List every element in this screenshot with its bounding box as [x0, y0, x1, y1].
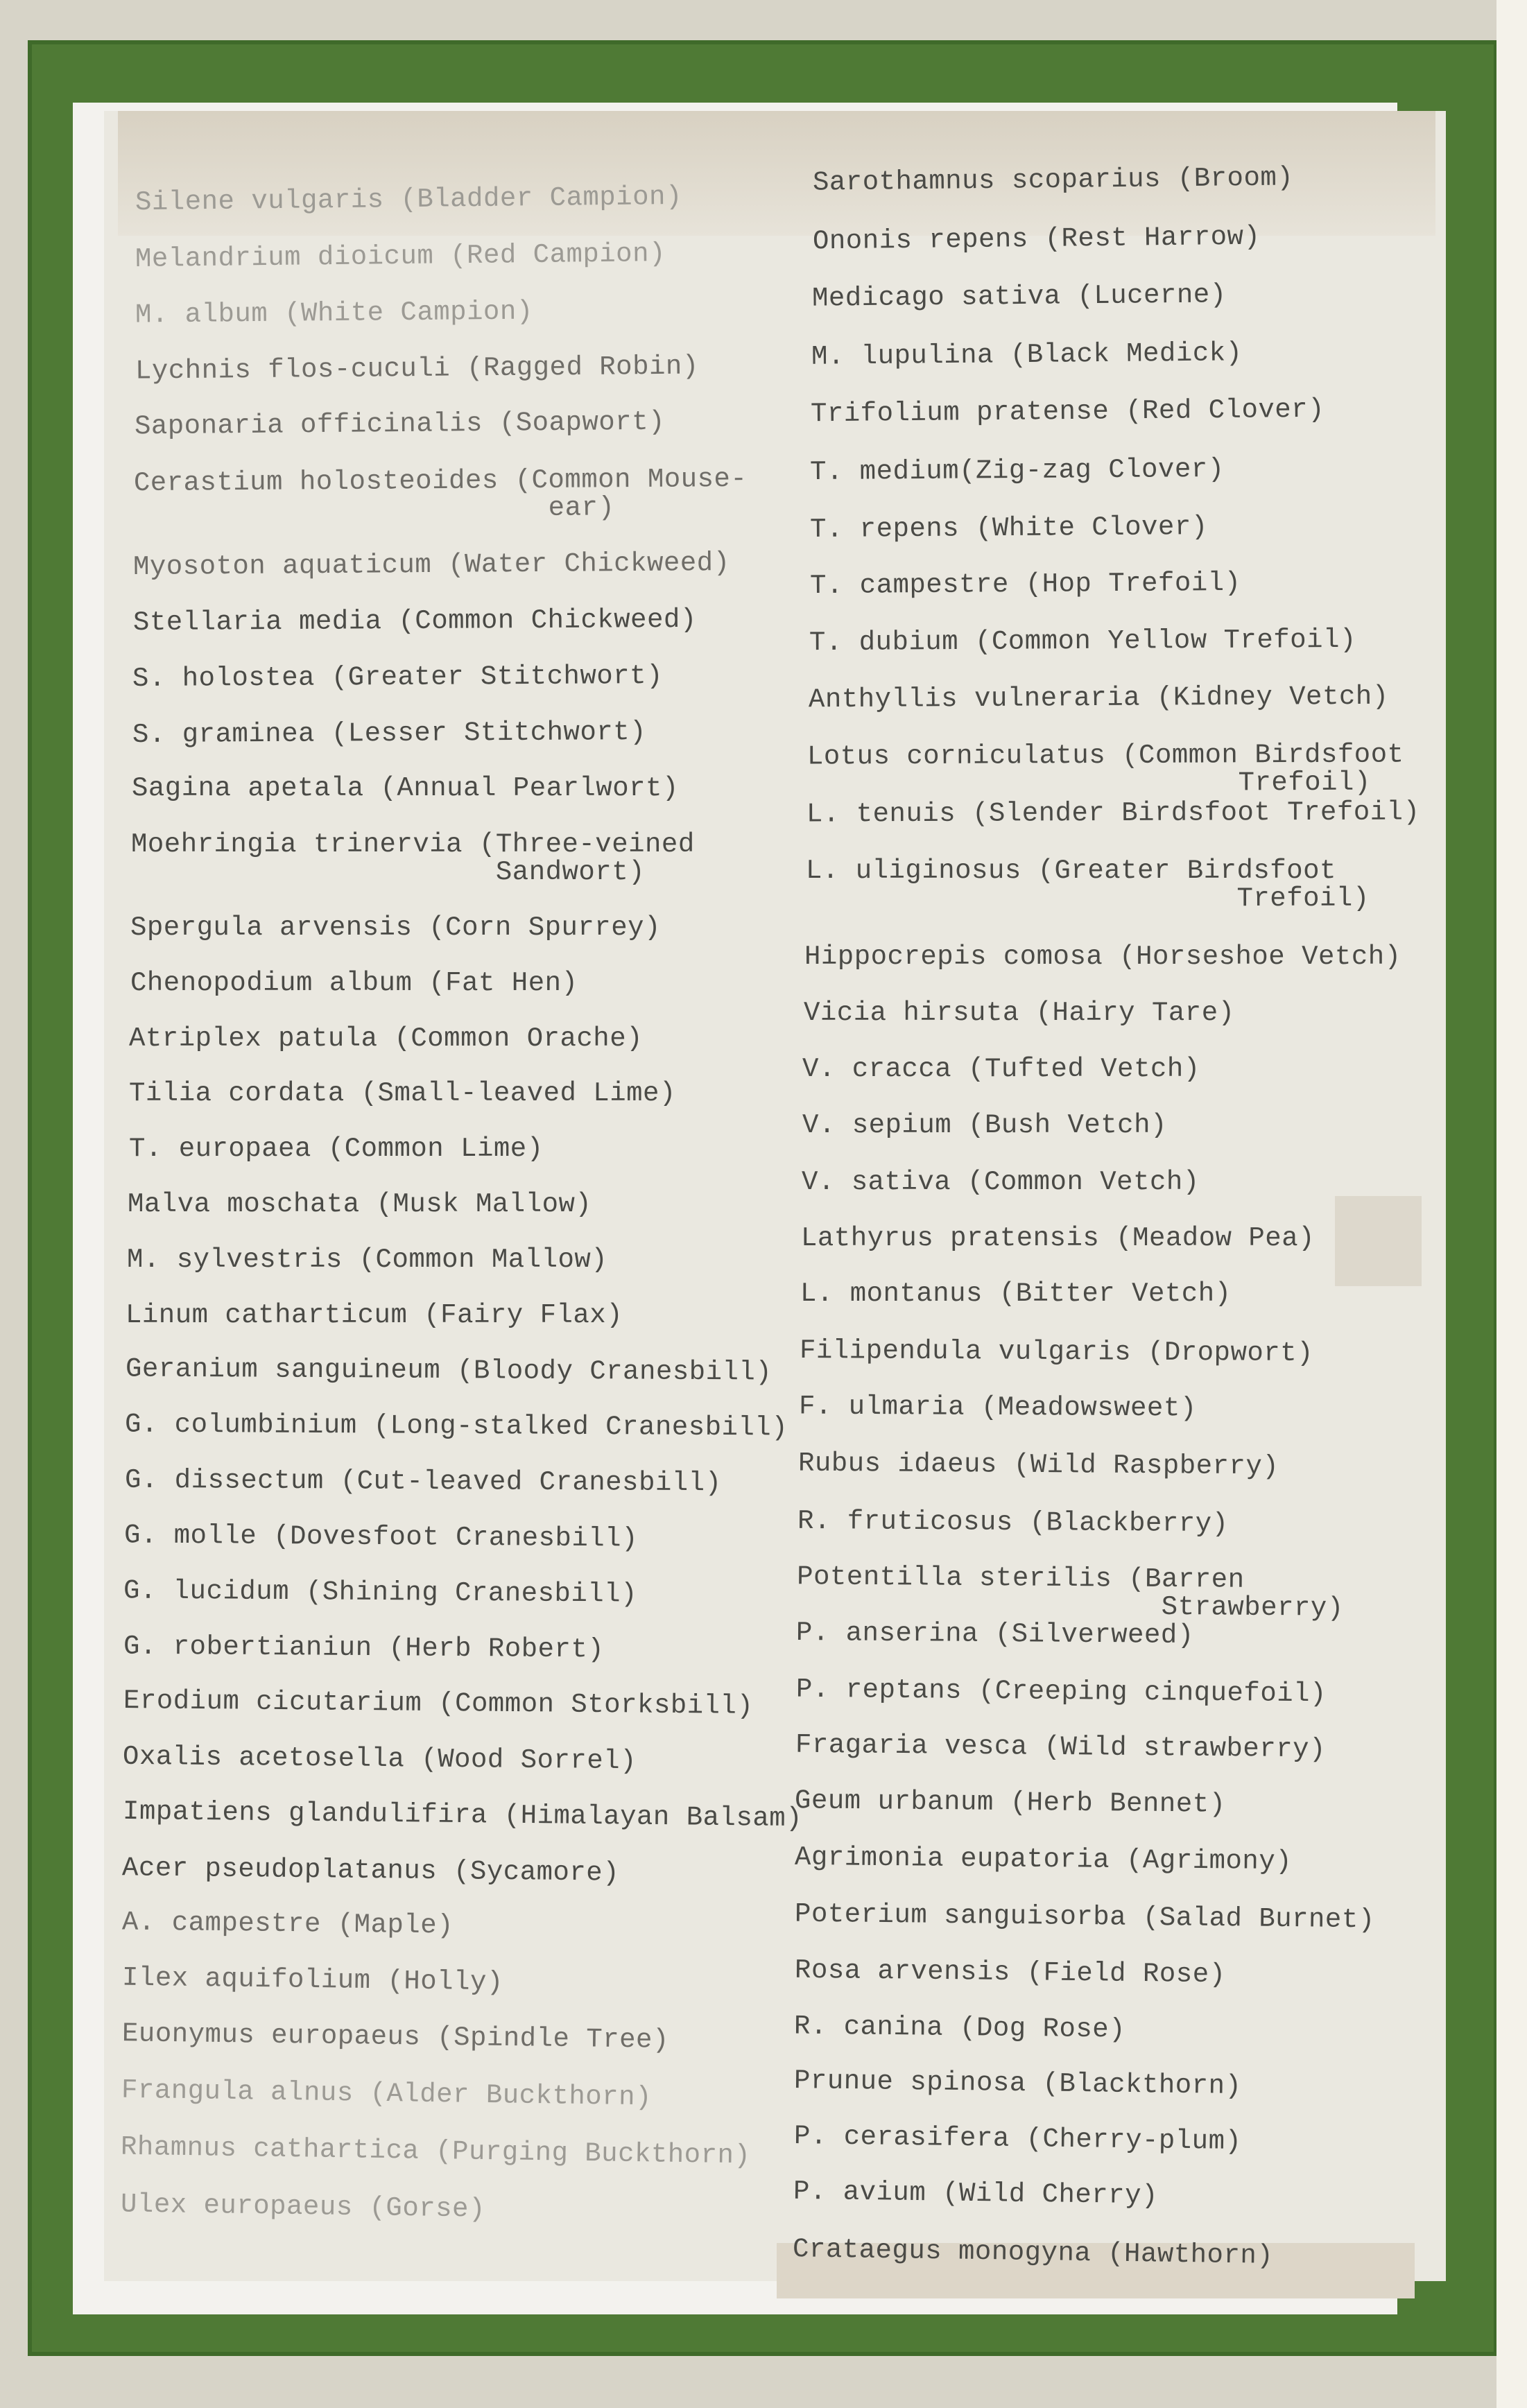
- plant-entry: Medicago sativa (Lucerne): [811, 279, 1227, 314]
- plant-entry: Moehringia trinervia (Three-veined Sandwort): [131, 829, 695, 887]
- plant-entry: Trifolium pratense (Red Clover): [810, 394, 1325, 430]
- plant-entry: Tilia cordata (Small-leaved Lime): [129, 1078, 676, 1109]
- plant-entry: Oxalis acetosella (Wood Sorrel): [122, 1741, 637, 1777]
- plant-entry: Potentilla sterilis (Barren Strawberry): [796, 1561, 1344, 1624]
- plant-entry: S. holostea (Greater Stitchwort): [132, 660, 664, 695]
- plant-entry: Ulex europaeus (Gorse): [120, 2189, 486, 2225]
- plant-entry: Vicia hirsuta (Hairy Tare): [804, 998, 1235, 1028]
- plant-entry: P. avium (Wild Cherry): [793, 2176, 1159, 2212]
- plant-entry: Sagina apetala (Annual Pearlwort): [132, 773, 679, 804]
- plant-entry: Poterium sanguisorba (Salad Burnet): [794, 1898, 1375, 1936]
- plant-entry: Geum urbanum (Herb Bennet): [794, 1785, 1226, 1820]
- plant-entry: T. dubium (Common Yellow Trefoil): [809, 624, 1356, 659]
- plant-entry: Filipendula vulgaris (Dropwort): [799, 1335, 1314, 1369]
- plant-entry: L. tenuis (Slender Birdsfoot Trefoil): [806, 797, 1420, 830]
- plant-entry: T. campestre (Hop Trefoil): [809, 567, 1241, 602]
- plant-entry: V. cracca (Tufted Vetch): [802, 1054, 1200, 1084]
- plant-entry: M. sylvestris (Common Mallow): [127, 1245, 608, 1275]
- plant-entry: Prunue spinosa (Blackthorn): [793, 2065, 1242, 2102]
- plant-entry: Cerastium holosteoides (Common Mouse- ear): [133, 463, 748, 527]
- plant-entry: Linum catharticum (Fairy Flax): [126, 1300, 623, 1331]
- plant-entry: V. sativa (Common Vetch): [802, 1167, 1200, 1197]
- plant-entry: Rhamnus cathartica (Purging Buckthorn): [120, 2131, 751, 2172]
- plant-entry: T. medium(Zig-zag Clover): [809, 453, 1225, 488]
- plant-entry: Malva moschata (Musk Mallow): [128, 1189, 592, 1220]
- plant-entry: L. montanus (Bitter Vetch): [800, 1279, 1232, 1309]
- plant-entry: L. uliginosus (Greater Birdsfoot Trefoil): [806, 856, 1370, 914]
- plant-entry: M. album (White Campion): [135, 296, 533, 331]
- plant-entry: Atriplex patula (Common Orache): [129, 1023, 644, 1054]
- plant-entry: Spergula arvensis (Corn Spurrey): [130, 912, 661, 943]
- plant-entry: Rubus idaeus (Wild Raspberry): [797, 1448, 1279, 1482]
- plant-entry: Lotus corniculatus (Common Birdsfoot Trefoil): [806, 739, 1404, 800]
- plant-entry: Melandrium dioicum (Red Campion): [135, 238, 666, 275]
- plant-entry: Ononis repens (Rest Harrow): [812, 221, 1261, 257]
- plant-entry: G. lucidum (Shining Cranesbill): [123, 1575, 638, 1610]
- plant-entry: Chenopodium album (Fat Hen): [130, 968, 578, 998]
- plant-entry: Fragaria vesca (Wild strawberry): [795, 1729, 1327, 1765]
- plant-entry: Agrimonia eupatoria (Agrimony): [794, 1842, 1293, 1878]
- plant-entry: G. dissectum (Cut-leaved Cranesbill): [124, 1464, 722, 1499]
- plant-entry: Frangula alnus (Alder Buckthorn): [121, 2074, 653, 2113]
- plant-entry: P. anserina (Silverweed): [795, 1617, 1194, 1652]
- plant-entry: Impatiens glandulifira (Himalayan Balsam): [122, 1796, 803, 1835]
- plant-entry: Stellaria media (Common Chickweed): [132, 604, 697, 639]
- plant-entry: Sarothamnus scoparius (Broom): [812, 162, 1294, 198]
- plant-entry: T. europaea (Common Lime): [129, 1134, 544, 1164]
- plant-entry: V. sepium (Bush Vetch): [802, 1110, 1167, 1141]
- plant-entry: T. repens (White Clover): [809, 511, 1208, 546]
- plant-entry: F. ulmaria (Meadowsweet): [798, 1391, 1197, 1424]
- plant-entry: S. graminea (Lesser Stitchwort): [132, 717, 647, 750]
- plant-entry: Myosoton aquaticum (Water Chickweed): [132, 547, 730, 583]
- plant-entry: Anthyllis vulneraria (Kidney Vetch): [808, 681, 1389, 716]
- plant-entry: Ilex aquifolium (Holly): [121, 1962, 504, 1998]
- plant-entry: P. cerasifera (Cherry-plum): [793, 2121, 1242, 2157]
- plant-entry: P. reptans (Creeping cinquefoil): [795, 1674, 1327, 1710]
- plant-entry: Euonymus europaeus (Spindle Tree): [121, 2018, 670, 2056]
- plant-entry: Lathyrus pratensis (Meadow Pea): [801, 1223, 1315, 1254]
- plant-entry: Erodium cicutarium (Common Storksbill): [123, 1686, 754, 1722]
- plant-entry: R. fruticosus (Blackberry): [797, 1505, 1229, 1540]
- plant-entry: Hippocrepis comosa (Horseshoe Vetch): [804, 942, 1401, 972]
- plant-entry: Rosa arvensis (Field Rose): [794, 1955, 1226, 1991]
- plant-entry: G. columbinium (Long-stalked Cranesbill): [124, 1409, 788, 1444]
- plant-entry: R. canina (Dog Rose): [793, 2011, 1126, 2045]
- plant-entry: Silene vulgaris (Bladder Campion): [135, 181, 683, 218]
- plant-entry: Saponaria officinalis (Soapwort): [134, 406, 666, 442]
- page-edge-strip: [1496, 0, 1527, 2408]
- plant-entry: G. molle (Dovesfoot Cranesbill): [123, 1520, 639, 1554]
- plant-entry: Lychnis flos-cuculi (Ragged Robin): [135, 351, 699, 387]
- plant-entry: Crataegus monogyna (Hawthorn): [792, 2234, 1274, 2271]
- plant-entry: Geranium sanguineum (Bloody Cranesbill): [125, 1353, 773, 1388]
- plant-entry: M. lupulina (Black Medick): [811, 338, 1243, 372]
- plant-entry: Acer pseudoplatanus (Sycamore): [121, 1853, 620, 1889]
- plant-entry: A. campestre (Maple): [121, 1907, 454, 1941]
- tape-patch: [1335, 1196, 1422, 1286]
- plant-entry: G. robertianiun (Herb Robert): [123, 1631, 605, 1665]
